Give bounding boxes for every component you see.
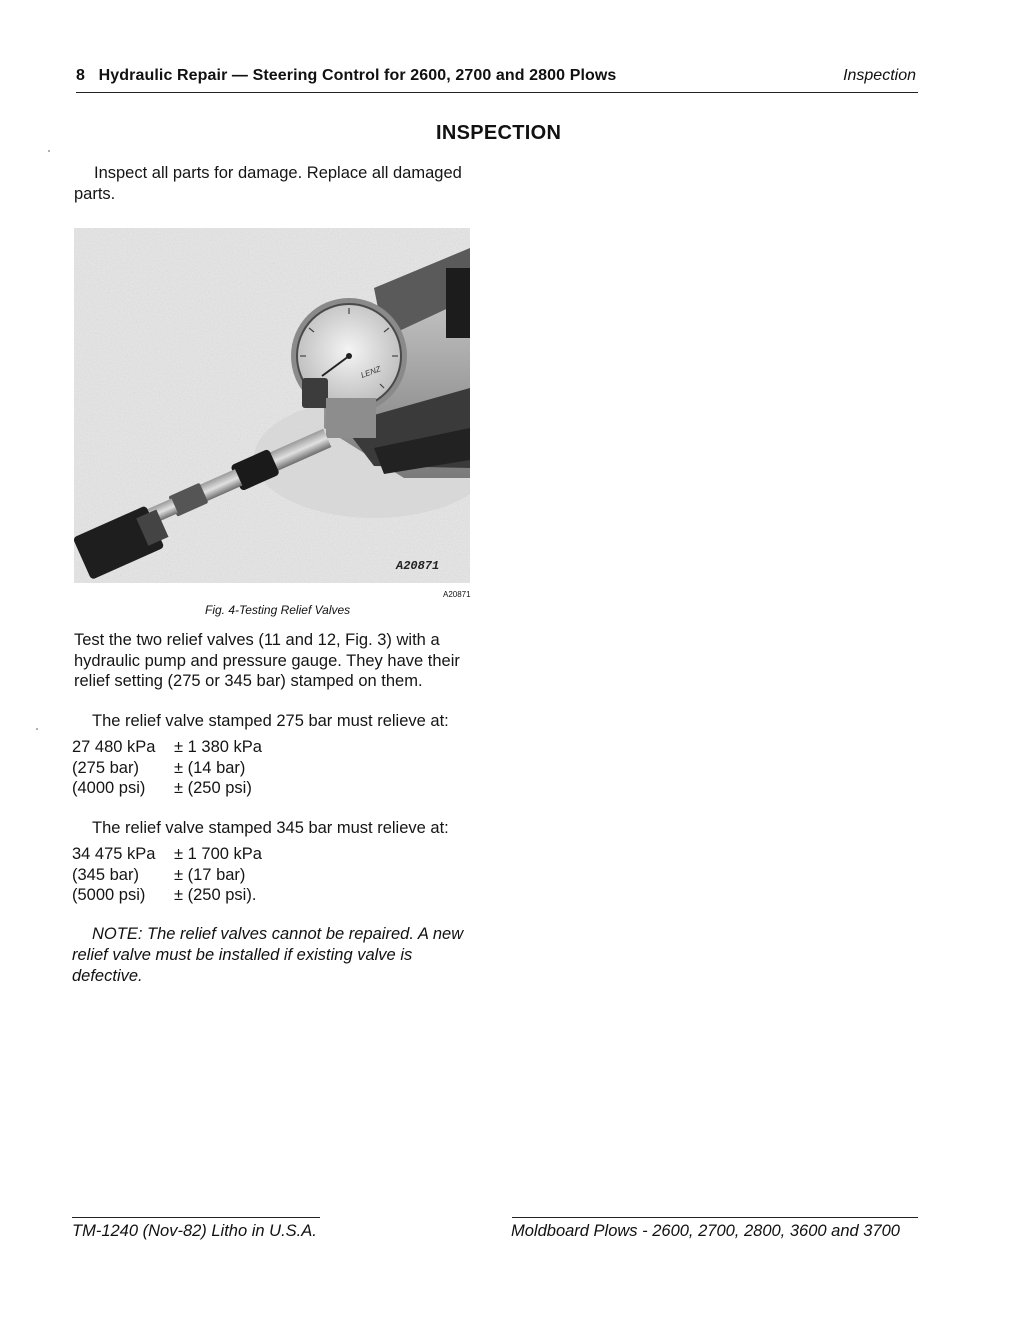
intro-paragraph: Inspect all parts for damage. Replace all damaged parts. <box>74 164 462 203</box>
gauge-label: LENZ <box>359 364 382 380</box>
footer-rule-right <box>512 1217 918 1218</box>
scan-speck <box>36 728 38 730</box>
spec-tolerance: ± 1 380 kPa <box>174 738 262 756</box>
header-title: 8 Hydraulic Repair — Steering Control for 2600, 2700 and 2800 Plows <box>76 67 617 84</box>
spec-value: (345 bar) <box>72 865 139 884</box>
page-header <box>76 64 918 93</box>
figure-caption: Fig. 4-Testing Relief Valves <box>205 603 351 617</box>
spec-value: 34 475 kPa <box>72 845 156 863</box>
spec-tolerance: ± (250 psi). <box>174 886 257 904</box>
scan-speck <box>48 150 50 152</box>
spec-row <box>72 844 332 865</box>
spec-row <box>72 758 332 779</box>
spec-row <box>72 778 332 799</box>
footer-models: Moldboard Plows - 2600, 2700, 2800, 3600 and 3700 <box>511 1222 900 1240</box>
spec-value: (5000 psi) <box>72 886 146 904</box>
relief-275-lead: The relief valve stamped 275 bar must relieve at: <box>92 712 449 730</box>
spec-value: 27 480 kPa <box>72 738 156 756</box>
footer-publication: TM-1240 (Nov-82) Litho in U.S.A. <box>72 1222 317 1240</box>
spec-row <box>72 865 332 886</box>
relief-345-lead: The relief valve stamped 345 bar must relieve at: <box>92 819 449 837</box>
spec-tolerance: ± 1 700 kPa <box>174 845 262 863</box>
spec-tolerance: ± (14 bar) <box>174 758 246 777</box>
repair-note: NOTE: The relief valves cannot be repaired. A new relief valve must be installed if existing valve is defective. <box>72 925 464 985</box>
figure-stamp: A20871 <box>396 559 440 573</box>
figure-photo <box>74 228 470 583</box>
spec-tolerance: ± (17 bar) <box>174 865 246 884</box>
pump-gauge-photo <box>74 228 470 583</box>
relief-345-spec <box>72 844 332 906</box>
spec-row <box>72 737 332 758</box>
header-section: Inspection <box>843 67 916 84</box>
spec-tolerance: ± (250 psi) <box>174 779 252 797</box>
figure-id: A20871 <box>443 590 471 599</box>
spec-value: (275 bar) <box>72 758 139 777</box>
relief-275-spec <box>72 737 332 799</box>
spec-row <box>72 885 332 906</box>
spec-value: (4000 psi) <box>72 779 146 797</box>
footer-rule-left <box>72 1217 320 1218</box>
test-paragraph: Test the two relief valves (11 and 12, Fig. 3) with a hydraulic pump and pressure gauge. They have their relief setting (275 or 345 bar) stamped on them. <box>74 631 460 690</box>
section-title: INSPECTION <box>436 122 562 144</box>
